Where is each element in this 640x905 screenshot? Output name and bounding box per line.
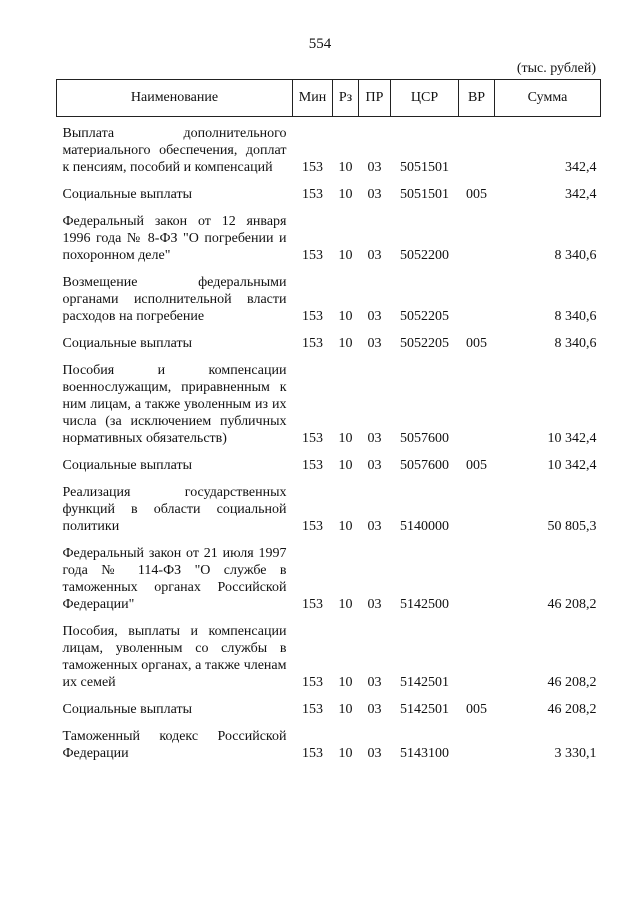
row-min: 153 — [302, 746, 323, 761]
row-vr — [459, 213, 495, 274]
row-min: 153 — [302, 597, 323, 612]
row-name: Возмещение федеральными органами исполнительной власти расходов на погребение — [62, 275, 287, 324]
row-name: Социальные выплаты — [62, 336, 193, 351]
row-pr: 03 — [367, 187, 382, 202]
row-rz: 10 — [338, 248, 353, 263]
row-min: 153 — [302, 309, 323, 324]
table-row — [57, 274, 601, 335]
row-vr: 005 — [466, 336, 487, 351]
header-min: Мин — [293, 80, 333, 117]
row-sum: 50 805,3 — [547, 519, 597, 534]
row-rz: 10 — [338, 675, 353, 690]
table-row — [57, 545, 601, 623]
row-csr: 5142501 — [400, 675, 449, 690]
row-name: Федеральный закон от 12 января 1996 года № 8-ФЗ "О погребении и похоронном деле" — [62, 214, 287, 263]
row-pr: 03 — [367, 160, 382, 175]
header-pr: ПР — [359, 80, 391, 117]
table-row — [57, 623, 601, 701]
row-min: 153 — [302, 431, 323, 446]
row-sum: 8 340,6 — [554, 336, 597, 351]
table-row — [57, 457, 601, 484]
row-min: 153 — [302, 519, 323, 534]
row-rz: 10 — [338, 597, 353, 612]
table-row — [57, 484, 601, 545]
table-row — [57, 213, 601, 274]
table-row — [57, 701, 601, 728]
row-sum: 8 340,6 — [554, 309, 597, 324]
row-pr: 03 — [367, 519, 382, 534]
row-rz: 10 — [338, 187, 353, 202]
row-name: Таможенный кодекс Российской Федерации — [62, 729, 287, 761]
row-csr: 5057600 — [400, 431, 449, 446]
header-sum: Сумма — [495, 80, 601, 117]
header-name: Наименование — [57, 80, 293, 117]
row-rz: 10 — [338, 431, 353, 446]
row-csr: 5142501 — [400, 702, 449, 717]
row-min: 153 — [302, 187, 323, 202]
row-vr — [459, 125, 495, 186]
row-name: Пособия, выплаты и компенсации лицам, уволенным со службы в таможенных органах, а также членам их семей — [62, 624, 287, 690]
row-pr: 03 — [367, 431, 382, 446]
row-vr — [459, 728, 495, 772]
row-vr — [459, 362, 495, 457]
row-sum: 10 342,4 — [547, 458, 597, 473]
row-name: Социальные выплаты — [62, 187, 193, 202]
table-row — [57, 728, 601, 772]
row-rz: 10 — [338, 746, 353, 761]
row-min: 153 — [302, 458, 323, 473]
row-sum: 46 208,2 — [547, 702, 597, 717]
row-rz: 10 — [338, 336, 353, 351]
row-vr: 005 — [466, 187, 487, 202]
row-min: 153 — [302, 160, 323, 175]
row-pr: 03 — [367, 702, 382, 717]
row-sum: 46 208,2 — [547, 675, 597, 690]
units-label: (тыс. рублей) — [516, 61, 596, 76]
row-csr: 5140000 — [400, 519, 449, 534]
row-pr: 03 — [367, 309, 382, 324]
row-csr: 5052200 — [400, 248, 449, 263]
row-pr: 03 — [367, 336, 382, 351]
row-csr: 5143100 — [400, 746, 449, 761]
row-pr: 03 — [367, 675, 382, 690]
row-name: Выплата дополнительного материального обеспечения, доплат к пенсиям, пособий и компенсаций — [62, 126, 287, 175]
row-vr — [459, 545, 495, 623]
table-row — [57, 362, 601, 457]
table-row — [57, 186, 601, 213]
row-sum: 8 340,6 — [554, 248, 597, 263]
row-csr: 5057600 — [400, 458, 449, 473]
row-pr: 03 — [367, 248, 382, 263]
row-csr: 5142500 — [400, 597, 449, 612]
row-vr: 005 — [466, 702, 487, 717]
row-rz: 10 — [338, 519, 353, 534]
table-body — [57, 117, 601, 773]
page-number: 554 — [308, 36, 332, 52]
row-sum: 3 330,1 — [554, 746, 597, 761]
row-vr — [459, 623, 495, 701]
row-name: Реализация государственных функций в области социальной политики — [62, 485, 287, 534]
row-csr: 5052205 — [400, 336, 449, 351]
header-csr: ЦСР — [391, 80, 459, 117]
row-sum: 46 208,2 — [547, 597, 597, 612]
table-header-row — [57, 80, 601, 117]
row-sum: 10 342,4 — [547, 431, 597, 446]
row-name: Социальные выплаты — [62, 702, 193, 717]
row-vr: 005 — [466, 458, 487, 473]
row-name: Федеральный закон от 21 июля 1997 года № 114-ФЗ "О службе в таможенных органах Российской Федерации" — [62, 546, 287, 612]
table-row — [57, 125, 601, 186]
row-rz: 10 — [338, 458, 353, 473]
row-pr: 03 — [367, 458, 382, 473]
row-csr: 5051501 — [400, 160, 449, 175]
row-sum: 342,4 — [565, 160, 597, 175]
row-rz: 10 — [338, 309, 353, 324]
row-vr — [459, 484, 495, 545]
row-name: Социальные выплаты — [62, 458, 193, 473]
row-pr: 03 — [367, 746, 382, 761]
budget-table — [56, 79, 601, 772]
row-min: 153 — [302, 336, 323, 351]
row-rz: 10 — [338, 160, 353, 175]
row-vr — [459, 274, 495, 335]
table-row — [57, 335, 601, 362]
header-vr: ВР — [459, 80, 495, 117]
row-pr: 03 — [367, 597, 382, 612]
header-spacer — [57, 117, 601, 126]
row-min: 153 — [302, 675, 323, 690]
row-name: Пособия и компенсации военнослужащим, приравненным к ним лицам, а также уволенным из их числа (за исключением публичных нормативных обязательств) — [62, 363, 287, 446]
header-rz: Рз — [333, 80, 359, 117]
row-sum: 342,4 — [565, 187, 597, 202]
row-csr: 5052205 — [400, 309, 449, 324]
row-rz: 10 — [338, 702, 353, 717]
row-min: 153 — [302, 702, 323, 717]
row-csr: 5051501 — [400, 187, 449, 202]
row-min: 153 — [302, 248, 323, 263]
